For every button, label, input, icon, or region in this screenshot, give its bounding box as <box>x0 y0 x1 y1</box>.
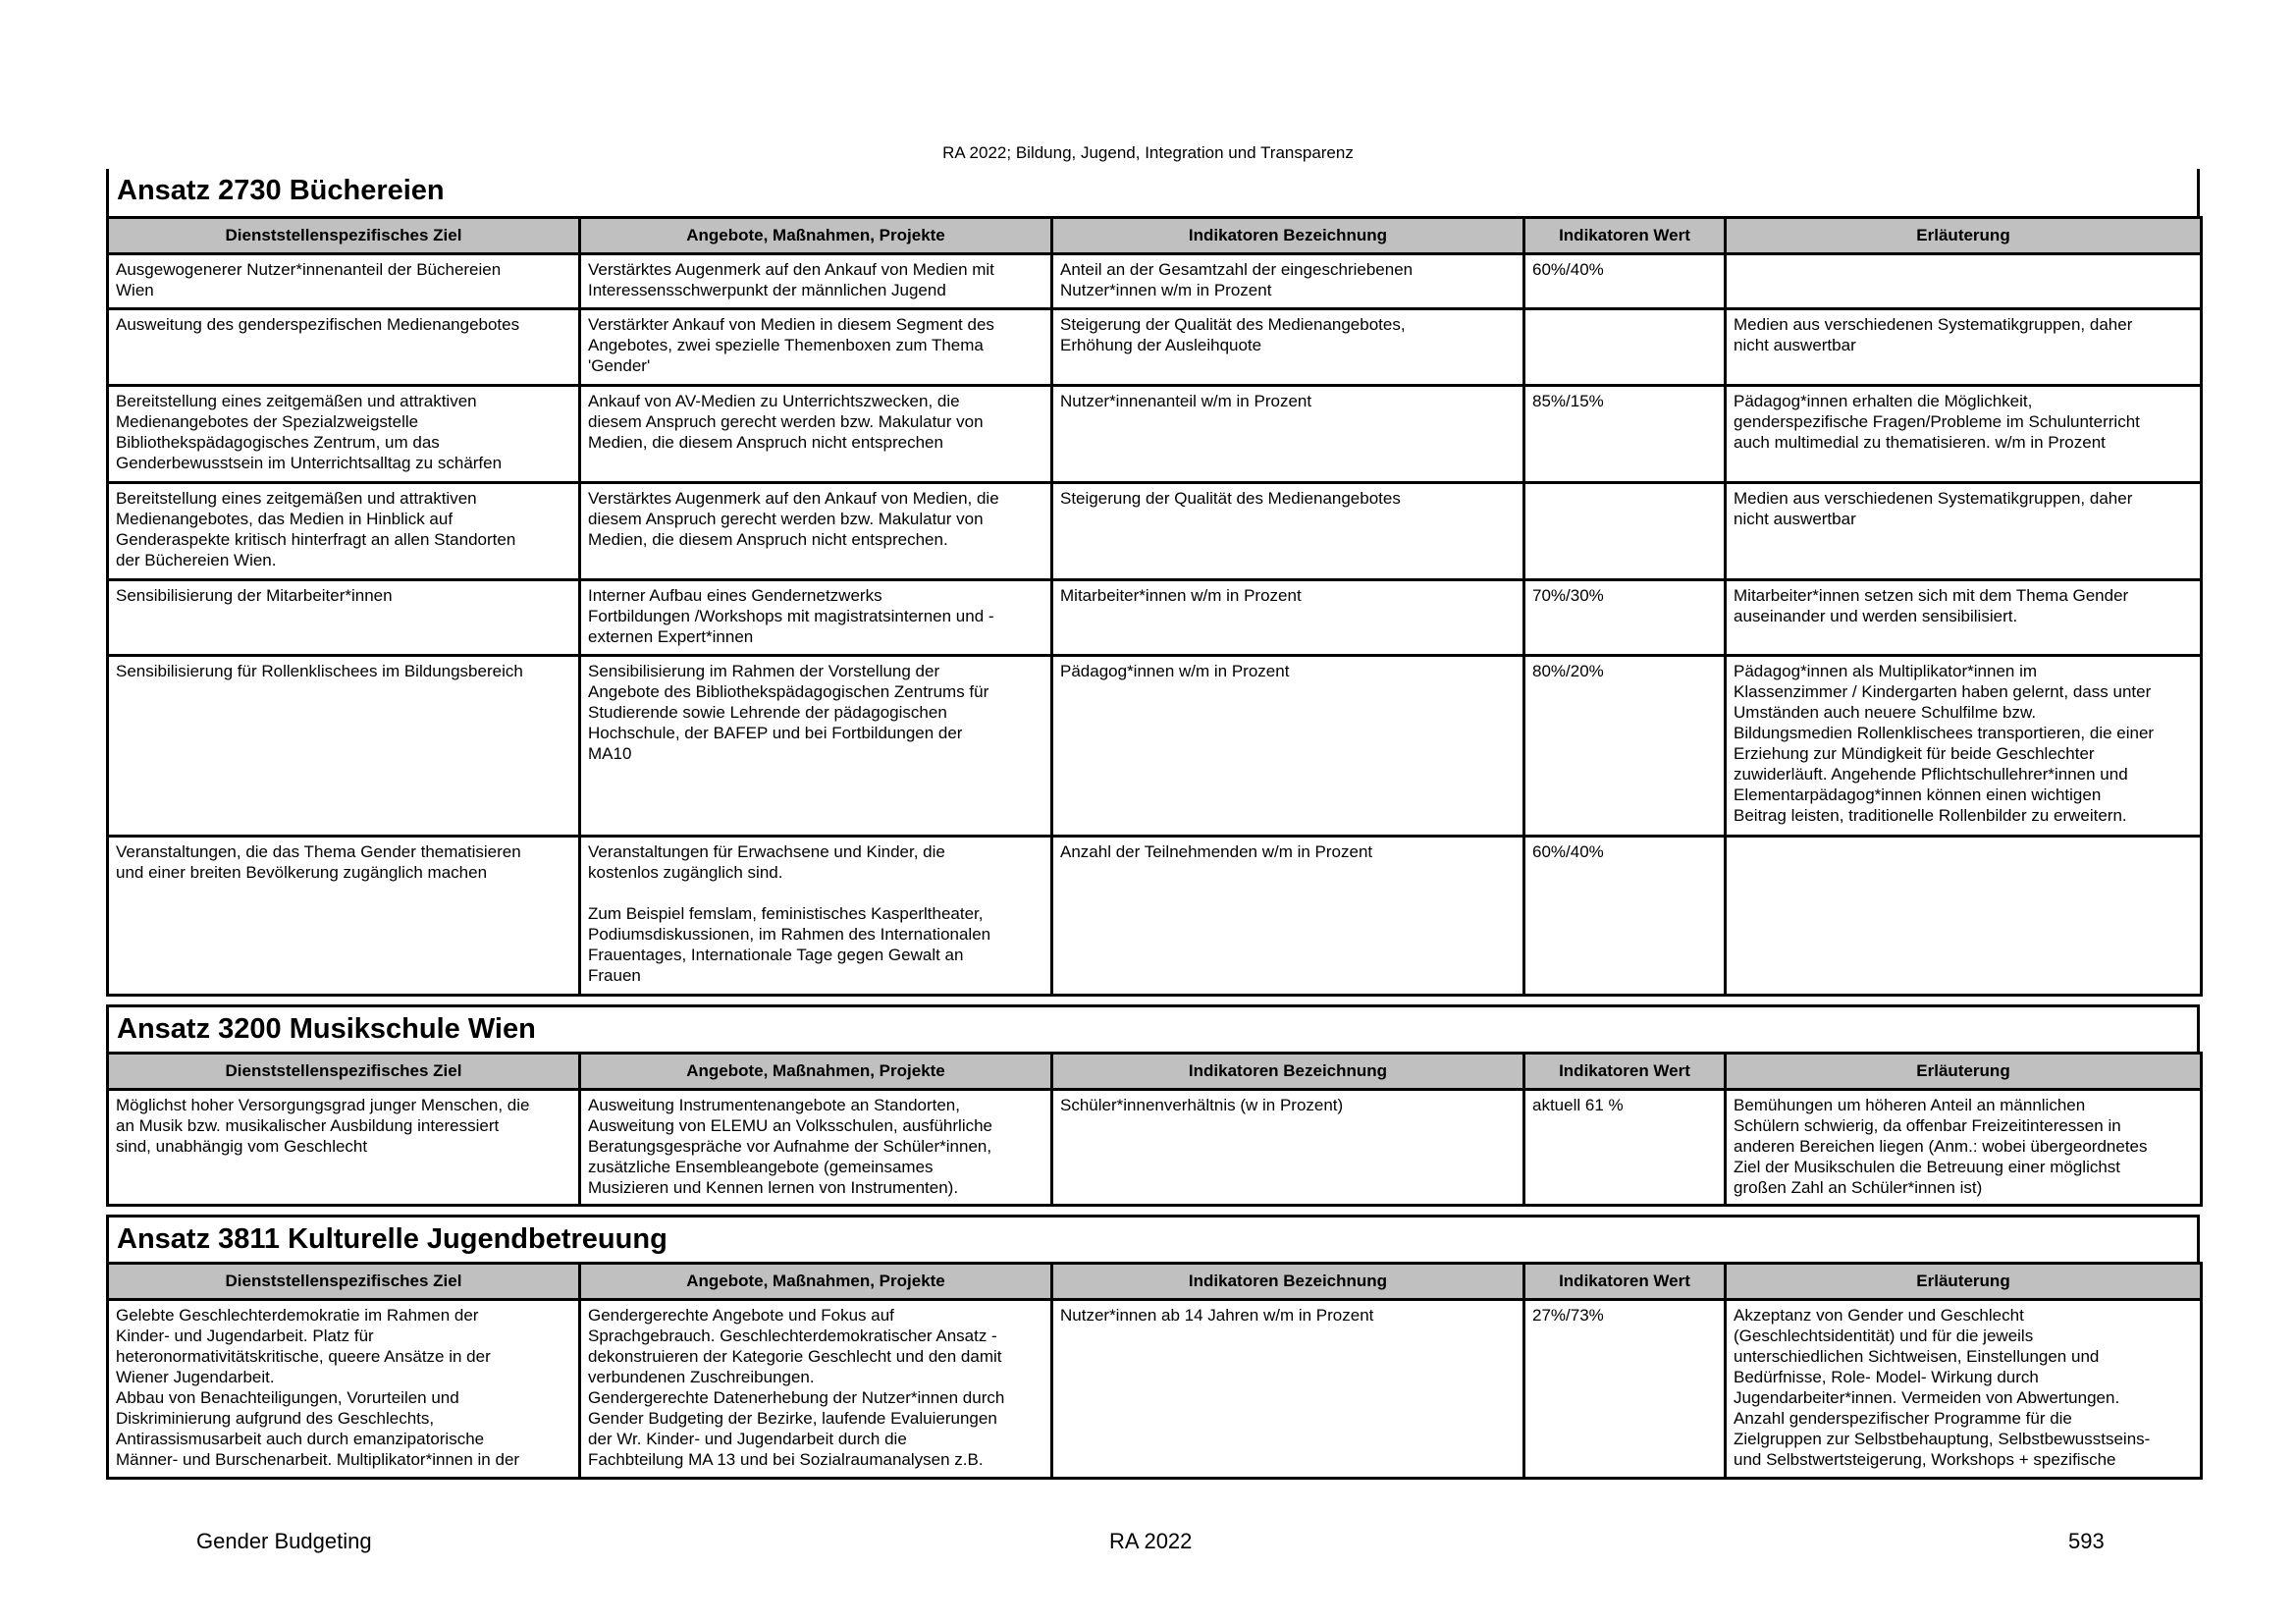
table-row <box>108 580 2202 656</box>
table-cell: 70%/30% <box>1524 580 1726 656</box>
section-title: Ansatz 3200 Musikschule Wien <box>106 1004 2200 1052</box>
table-cell: Bemühungen um höheren Anteil an männlichen Schülern schwierig, da offenbar Freizeitinteressen in anderen Bereichen liegen (Anm.: wobei übergeordnetes Ziel der Musikschulen die Betreuung einer möglichst großen Zahl an Schüler*innen ist) <box>1726 1090 2202 1206</box>
table-row <box>108 483 2202 580</box>
footer-center: RA 2022 <box>1109 1529 1193 1553</box>
table-cell: Pädagog*innen erhalten die Möglichkeit, genderspezifische Fragen/Probleme im Schulunterricht auch multimedial zu thematisieren. w/m in Prozent <box>1726 386 2202 483</box>
table-cell: Bereitstellung eines zeitgemäßen und attraktiven Medienangebotes, das Medien in Hinblick auf Genderaspekte kritisch hinterfragt an allen Standorten der Büchereien Wien. <box>108 483 580 580</box>
table-cell: Interner Aufbau eines Gendernetzwerks Fortbildungen /Workshops mit magistratsinternen und - externen Expert*innen <box>580 580 1052 656</box>
table-row <box>108 837 2202 996</box>
table-cell <box>1524 483 1726 580</box>
table-cell: Verstärktes Augenmerk auf den Ankauf von Medien, die diesem Anspruch gerecht werden bzw. Makulatur von Medien, die diesem Anspruch nicht entsprechen. <box>580 483 1052 580</box>
table-cell: Medien aus verschiedenen Systematikgruppen, daher nicht auswertbar <box>1726 483 2202 580</box>
column-header: Indikatoren Wert <box>1524 1264 1726 1300</box>
table-cell: Veranstaltungen für Erwachsene und Kinder, die kostenlos zugänglich sind. Zum Beispiel femslam, feministisches Kasperltheater, Podiumsdiskussionen, im Rahmen des Internationalen Frauentages, Internationale Tage gegen Gewalt an Frauen <box>580 837 1052 996</box>
table-cell: aktuell 61 % <box>1524 1090 1726 1206</box>
table-cell: Ausweitung des genderspezifischen Medienangebotes <box>108 309 580 386</box>
table-cell: Steigerung der Qualität des Medienangebotes, Erhöhung der Ausleihquote <box>1052 309 1524 386</box>
column-header: Indikatoren Bezeichnung <box>1052 1264 1524 1300</box>
table-cell: Gelebte Geschlechterdemokratie im Rahmen der Kinder- und Jugendarbeit. Platz für heteronormativitätskritische, queere Ansätze in der Wiener Jugendarbeit. Abbau von Benachteiligungen, Vorurteilen und Diskriminierung aufgrund des Geschlechts, Antirassismusarbeit auch durch emanzipatorische Männer- und Burschenarbeit. Multiplikator*innen in der <box>108 1300 580 1479</box>
table-cell: 60%/40% <box>1524 837 1726 996</box>
column-header: Erläuterung <box>1726 1264 2202 1300</box>
table-cell: Anzahl der Teilnehmenden w/m in Prozent <box>1052 837 1524 996</box>
table-cell: 80%/20% <box>1524 656 1726 837</box>
table-cell: 85%/15% <box>1524 386 1726 483</box>
table-cell: 27%/73% <box>1524 1300 1726 1479</box>
table-cell: Nutzer*innen ab 14 Jahren w/m in Prozent <box>1052 1300 1524 1479</box>
section-table <box>106 1262 2203 1480</box>
table-cell: Pädagog*innen w/m in Prozent <box>1052 656 1524 837</box>
table-row <box>108 309 2202 386</box>
table-cell: Verstärkter Ankauf von Medien in diesem Segment des Angebotes, zwei spezielle Themenboxen zum Thema 'Gender' <box>580 309 1052 386</box>
column-header: Dienststellenspezifisches Ziel <box>108 1264 580 1300</box>
table-header-row <box>108 218 2202 254</box>
column-header: Indikatoren Wert <box>1524 218 1726 254</box>
table-cell <box>1524 309 1726 386</box>
column-header: Indikatoren Bezeichnung <box>1052 1054 1524 1090</box>
column-header: Angebote, Maßnahmen, Projekte <box>580 1264 1052 1300</box>
column-header: Dienststellenspezifisches Ziel <box>108 218 580 254</box>
table-cell: Anteil an der Gesamtzahl der eingeschriebenen Nutzer*innen w/m in Prozent <box>1052 254 1524 309</box>
table-header-row <box>108 1264 2202 1300</box>
table-cell: Veranstaltungen, die das Thema Gender thematisieren und einer breiten Bevölkerung zugänglich machen <box>108 837 580 996</box>
table-row <box>108 386 2202 483</box>
table-cell: Medien aus verschiedenen Systematikgruppen, daher nicht auswertbar <box>1726 309 2202 386</box>
page-number: 593 <box>2068 1529 2105 1553</box>
table-cell: Ausweitung Instrumentenangebote an Standorten, Ausweitung von ELEMU an Volksschulen, ausführliche Beratungsgespräche vor Aufnahme der Schüler*innen, zusätzliche Ensembleangebote (gemeinsames Musizieren und Kennen lernen von Instrumenten). <box>580 1090 1052 1206</box>
table-cell: Möglichst hoher Versorgungsgrad junger Menschen, die an Musik bzw. musikalischer Ausbildung interessiert sind, unabhängig vom Geschlecht <box>108 1090 580 1206</box>
column-header: Erläuterung <box>1726 218 2202 254</box>
column-header: Dienststellenspezifisches Ziel <box>108 1054 580 1090</box>
table-row <box>108 1300 2202 1479</box>
table-cell: Bereitstellung eines zeitgemäßen und attraktiven Medienangebotes der Spezialzweigstelle Bibliothekspädagogisches Zentrum, um das Genderbewusstsein im Unterrichtsalltag zu schärfen <box>108 386 580 483</box>
document-content <box>106 169 2200 1480</box>
table-cell: Sensibilisierung für Rollenklischees im Bildungsbereich <box>108 656 580 837</box>
table-cell: Sensibilisierung im Rahmen der Vorstellung der Angebote des Bibliothekspädagogischen Zentrums für Studierende sowie Lehrende der pädagogischen Hochschule, der BAFEP und bei Fortbildungen der MA10 <box>580 656 1052 837</box>
table-row <box>108 254 2202 309</box>
table-cell <box>1726 837 2202 996</box>
page-header: RA 2022; Bildung, Jugend, Integration und Transparenz <box>942 143 1354 162</box>
table-cell: Mitarbeiter*innen setzen sich mit dem Thema Gender auseinander und werden sensibilisiert. <box>1726 580 2202 656</box>
table-header-row <box>108 1054 2202 1090</box>
column-header: Indikatoren Wert <box>1524 1054 1726 1090</box>
column-header: Angebote, Maßnahmen, Projekte <box>580 1054 1052 1090</box>
section-table <box>106 1052 2203 1207</box>
table-cell: Ausgewogenerer Nutzer*innenanteil der Büchereien Wien <box>108 254 580 309</box>
column-header: Angebote, Maßnahmen, Projekte <box>580 218 1052 254</box>
table-cell <box>1726 254 2202 309</box>
table-cell: Sensibilisierung der Mitarbeiter*innen <box>108 580 580 656</box>
table-cell: Schüler*innenverhältnis (w in Prozent) <box>1052 1090 1524 1206</box>
table-row <box>108 656 2202 837</box>
section-title: Ansatz 2730 Büchereien <box>106 169 2200 216</box>
section-table <box>106 216 2203 997</box>
table-cell: 60%/40% <box>1524 254 1726 309</box>
table-cell: Gendergerechte Angebote und Fokus auf Sprachgebrauch. Geschlechterdemokratischer Ansatz - dekonstruieren der Kategorie Geschlecht und den damit verbundenen Zuschreibungen. Gendergerechte Datenerhebung der Nutzer*innen durch Gender Budgeting der Bezirke, laufende Evaluierungen der Wr. Kinder- und Jugendarbeit durch die Fachbteilung MA 13 und bei Sozialraumanalysen z.B. <box>580 1300 1052 1479</box>
column-header: Indikatoren Bezeichnung <box>1052 218 1524 254</box>
table-cell: Akzeptanz von Gender und Geschlecht (Geschlechtsidentität) und für die jeweils unterschiedlichen Sichtweisen, Einstellungen und Bedürfnisse, Role- Model- Wirkung durch Jugendarbeiter*innen. Vermeiden von Abwertungen. Anzahl genderspezifischer Programme für die Zielgruppen zur Selbstbehauptung, Selbstbewusstseins- und Selbstwertsteigerung, Workshops + spezifische <box>1726 1300 2202 1479</box>
footer-left: Gender Budgeting <box>196 1529 372 1553</box>
table-cell: Ankauf von AV-Medien zu Unterrichtszwecken, die diesem Anspruch gerecht werden bzw. Makulatur von Medien, die diesem Anspruch nicht entsprechen <box>580 386 1052 483</box>
table-cell: Mitarbeiter*innen w/m in Prozent <box>1052 580 1524 656</box>
table-cell: Verstärktes Augenmerk auf den Ankauf von Medien mit Interessensschwerpunkt der männlichen Jugend <box>580 254 1052 309</box>
section-title: Ansatz 3811 Kulturelle Jugendbetreuung <box>106 1215 2200 1262</box>
table-cell: Pädagog*innen als Multiplikator*innen im Klassenzimmer / Kindergarten haben gelernt, dass unter Umständen auch neuere Schulfilme bzw. Bildungsmedien Rollenklischees transportieren, die einer Erziehung zur Mündigkeit für beide Geschlechter zuwiderläuft. Angehende Pflichtschullehrer*innen und Elementarpädagog*innen können einen wichtigen Beitrag leisten, traditionelle Rollenbilder zu erweitern. <box>1726 656 2202 837</box>
column-header: Erläuterung <box>1726 1054 2202 1090</box>
table-cell: Nutzer*innenanteil w/m in Prozent <box>1052 386 1524 483</box>
table-cell: Steigerung der Qualität des Medienangebotes <box>1052 483 1524 580</box>
table-row <box>108 1090 2202 1206</box>
